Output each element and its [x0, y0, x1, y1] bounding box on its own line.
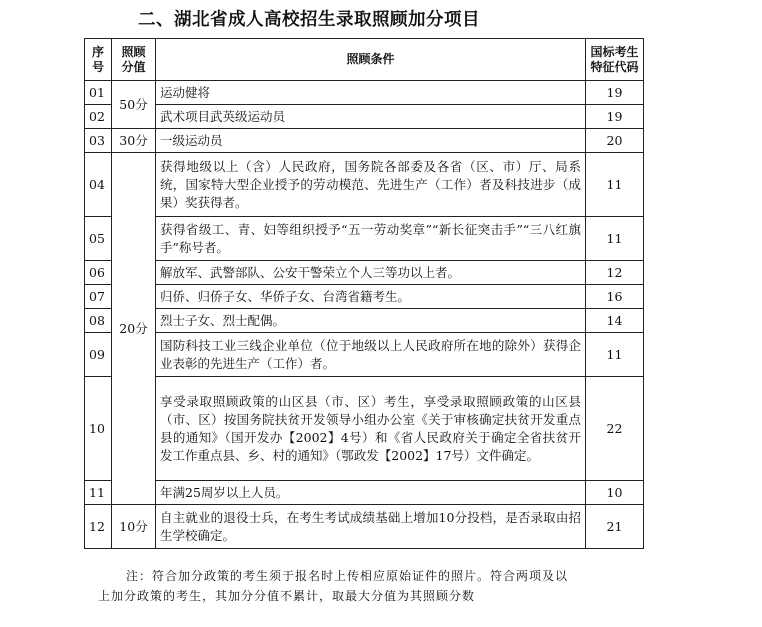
row-code: 22: [586, 377, 644, 481]
table-row: [85, 153, 644, 217]
row-no: 09: [85, 333, 112, 377]
row-code: 19: [586, 81, 644, 105]
table-row: [85, 309, 644, 333]
header-code: 国标考生特征代码: [586, 39, 644, 81]
row-condition: 自主就业的退役士兵，在考生考试成绩基础上增加10分投档，是否录取由招生学校确定。: [156, 505, 586, 549]
row-condition: 一级运动员: [156, 129, 586, 153]
header-score: 照顾分值: [112, 39, 156, 81]
row-no: 05: [85, 217, 112, 261]
row-code: 12: [586, 261, 644, 285]
row-code: 20: [586, 129, 644, 153]
row-code: 11: [586, 153, 644, 217]
table-row: [85, 333, 644, 377]
row-no: 11: [85, 481, 112, 505]
score-cell: 10分: [112, 505, 156, 549]
row-no: 03: [85, 129, 112, 153]
table-row: [85, 105, 644, 129]
header-no: 序号: [85, 39, 112, 81]
row-no: 04: [85, 153, 112, 217]
score-cell: 30分: [112, 129, 156, 153]
table-row: [85, 129, 644, 153]
footnote: [98, 566, 658, 606]
table-row: [85, 261, 644, 285]
row-condition: 运动健将: [156, 81, 586, 105]
row-no: 12: [85, 505, 112, 549]
row-code: 11: [586, 217, 644, 261]
row-no: 02: [85, 105, 112, 129]
row-no: 07: [85, 285, 112, 309]
row-condition: 国防科技工业三线企业单位（位于地级以上人民政府所在地的除外）获得企业表彰的先进生产（工作）者。: [156, 333, 586, 377]
row-condition: 获得地级以上（含）人民政府，国务院各部委及各省（区、市）厅、局系统，国家特大型企业授予的劳动模范、先进生产（工作）者及科技进步（成果）奖获得者。: [156, 153, 586, 217]
row-condition: 年满25周岁以上人员。: [156, 481, 586, 505]
row-no: 06: [85, 261, 112, 285]
row-condition: 烈士子女、烈士配偶。: [156, 309, 586, 333]
table-header-row: [85, 39, 644, 81]
row-condition: 获得省级工、青、妇等组织授予“五一劳动奖章”“新长征突击手”“三八红旗手”称号者。: [156, 217, 586, 261]
row-condition: 归侨、归侨子女、华侨子女、台湾省籍考生。: [156, 285, 586, 309]
row-no: 01: [85, 81, 112, 105]
row-no: 10: [85, 377, 112, 481]
header-condition: 照顾条件: [156, 39, 586, 81]
table-row: [85, 81, 644, 105]
table-row: [85, 377, 644, 481]
table-row: [85, 505, 644, 549]
score-cell: 20分: [112, 153, 156, 505]
table-row: [85, 217, 644, 261]
row-code: 10: [586, 481, 644, 505]
row-code: 19: [586, 105, 644, 129]
row-code: 14: [586, 309, 644, 333]
table-row: [85, 285, 644, 309]
row-code: 11: [586, 333, 644, 377]
page-title: 二、湖北省成人高校招生录取照顾加分项目: [138, 10, 480, 30]
bonus-points-table: [84, 38, 644, 549]
row-no: 08: [85, 309, 112, 333]
row-condition: 解放军、武警部队、公安干警荣立个人三等功以上者。: [156, 261, 586, 285]
footnote-line-2: 上加分政策的考生，其加分分值不累计，取最大分值为其照顾分数: [98, 589, 476, 603]
row-code: 21: [586, 505, 644, 549]
score-cell: 50分: [112, 81, 156, 129]
row-condition: 享受录取照顾政策的山区县（市、区）考生，享受录取照顾政策的山区县（市、区）按国务院扶贫开发领导小组办公室《关于审核确定扶贫开发重点县的通知》（国开发办【2002】4号）和《省人民政府关于确定全省扶贫开发工作重点县、乡、村的通知》（鄂政发【2002】17号）文件确定。: [156, 377, 586, 481]
footnote-line-1: 注：符合加分政策的考生须于报名时上传相应原始证件的照片。符合两项及以: [126, 569, 569, 583]
row-condition: 武术项目武英级运动员: [156, 105, 586, 129]
row-code: 16: [586, 285, 644, 309]
table-row: [85, 481, 644, 505]
